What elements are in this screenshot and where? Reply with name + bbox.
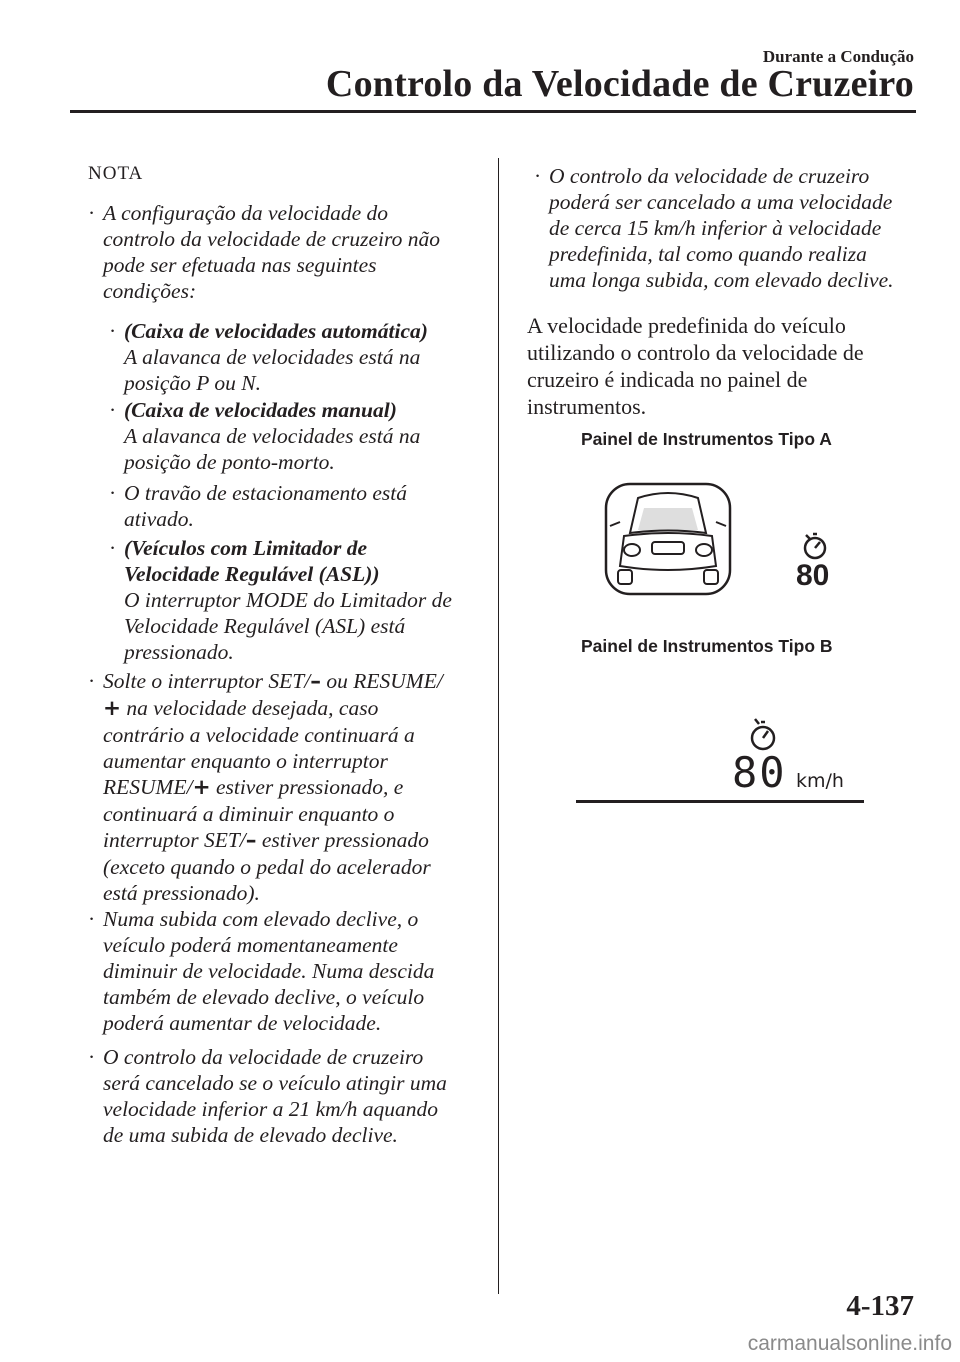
note-line: ativado. [124, 507, 194, 531]
panel-b-unit: km/h [796, 770, 844, 792]
body-line: instrumentos. [527, 394, 647, 419]
panel-b-speed: 80 [732, 748, 787, 797]
note-line: posição P ou N. [124, 371, 261, 395]
note-line: Solte o interruptor SET/– ou RESUME/ [103, 669, 443, 694]
note-line: O interruptor MODE do Limitador de [124, 588, 452, 612]
note-line: velocidade inferior a 21 km/h aquando [103, 1097, 438, 1121]
note-line: interruptor SET/– estiver pressionado [103, 828, 429, 853]
car-outline-icon [598, 478, 738, 600]
note-item [534, 163, 924, 293]
chapter-title: Controlo da Velocidade de Cruzeiro [325, 63, 914, 105]
note-line: Numa subida com elevado declive, o [103, 907, 419, 931]
note-heading: NOTA [88, 163, 144, 184]
note-item [88, 1044, 493, 1148]
note-line: aumentar enquanto o interruptor [103, 749, 388, 773]
page-number: 4-137 [846, 1290, 914, 1322]
note-line: (Caixa de velocidades automática) [124, 319, 428, 343]
bullet-icon: · [109, 398, 117, 422]
note-line: Velocidade Regulável (ASL) está [124, 614, 406, 638]
note-item [88, 200, 488, 304]
note-line: O controlo da velocidade de cruzeiro [549, 164, 870, 188]
panel-b-caption: Painel de Instrumentos Tipo B [581, 636, 833, 656]
bullet-icon: · [88, 907, 96, 931]
note-item [88, 906, 493, 1036]
note-line: de uma subida de elevado declive. [103, 1123, 398, 1147]
note-line: RESUME/+ estiver pressionado, e [103, 775, 404, 800]
note-item [88, 668, 493, 906]
note-line: Velocidade Regulável (ASL)) [124, 562, 380, 586]
note-line: A configuração da velocidade do [103, 201, 389, 225]
note-line: posição de ponto-morto. [124, 450, 335, 474]
note-line: poderá ser cancelado a uma velocidade [549, 190, 893, 214]
note-line: (Caixa de velocidades manual) [124, 398, 397, 422]
note-line: controlo da velocidade de cruzeiro não [103, 227, 440, 251]
cruise-control-icon [800, 532, 830, 560]
body-line: A velocidade predefinida do veículo [527, 313, 846, 338]
note-line: pressionado. [124, 640, 234, 664]
bullet-icon: · [109, 536, 117, 560]
bullet-icon: · [88, 1045, 96, 1069]
plus-icon: + [103, 696, 122, 721]
note-line: continuará a diminuir enquanto o [103, 802, 395, 826]
bullet-icon: · [534, 164, 542, 188]
note-line: pode ser efetuada nas seguintes [103, 253, 377, 277]
column-divider [498, 158, 499, 1294]
bullet-icon: · [88, 201, 96, 225]
header-rule [70, 110, 916, 113]
note-line: O travão de estacionamento está [124, 481, 408, 505]
minus-icon: – [310, 669, 321, 694]
bullet-icon: · [109, 481, 117, 505]
cruise-control-icon [748, 716, 778, 752]
bullet-icon: · [88, 669, 96, 693]
note-subitem [109, 535, 489, 665]
note-line: A alavanca de velocidades está na [124, 424, 421, 448]
note-line: (Veículos com Limitador de [124, 536, 368, 560]
note-subitem [109, 318, 489, 396]
section-label: Durante a Condução [762, 47, 914, 66]
note-line: uma longa subida, com elevado declive. [549, 268, 894, 292]
note-line: + na velocidade desejada, caso [103, 696, 379, 721]
note-line: poderá aumentar de velocidade. [103, 1011, 382, 1035]
note-line: está pressionado). [103, 881, 260, 905]
note-line: condições: [103, 279, 197, 303]
minus-icon: – [245, 828, 257, 853]
body-line: utilizando o controlo da velocidade de [527, 340, 864, 365]
note-subitem [109, 397, 489, 475]
panel-a-caption: Painel de Instrumentos Tipo A [581, 429, 832, 449]
note-line: contrário a velocidade continuará a [103, 723, 415, 747]
note-line: também de elevado declive, o veículo [103, 985, 425, 1009]
panel-a-speed: 80 [796, 559, 830, 592]
panel-b-baseline [576, 800, 864, 803]
note-line: diminuir de velocidade. Numa descida [103, 959, 435, 983]
note-line: será cancelado se o veículo atingir uma [103, 1071, 447, 1095]
watermark: carmanualsonline.info [747, 1332, 952, 1355]
plus-icon: + [192, 775, 211, 800]
note-line: A alavanca de velocidades está na [124, 345, 421, 369]
body-paragraph [527, 312, 927, 420]
note-line: (exceto quando o pedal do acelerador [103, 855, 431, 879]
bullet-icon: · [109, 319, 117, 343]
note-line: veículo poderá momentaneamente [103, 933, 398, 957]
body-line: cruzeiro é indicada no painel de [527, 367, 808, 392]
note-line: de cerca 15 km/h inferior à velocidade [549, 216, 882, 240]
note-line: predefinida, tal como quando realiza [549, 242, 867, 266]
note-line: O controlo da velocidade de cruzeiro [103, 1045, 424, 1069]
note-subitem [109, 480, 489, 532]
